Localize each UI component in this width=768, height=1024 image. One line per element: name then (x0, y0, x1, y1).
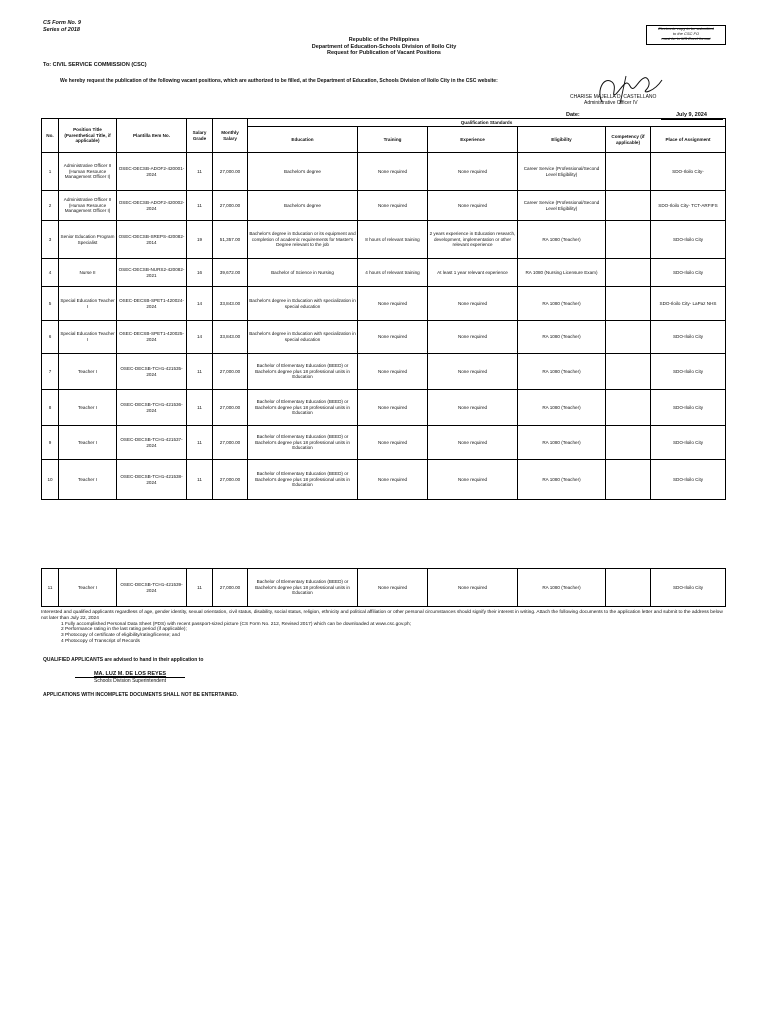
document-header (234, 37, 534, 57)
training-cell: None required (358, 321, 428, 354)
submission-note-line1: Electronic copy to be submitted (658, 26, 714, 31)
header-plantilla-item: Plantilla Item No. (117, 119, 187, 153)
eligibility-cell: RA 1080 (Nursing Licensure Exam) (518, 259, 606, 287)
plantilla-item-cell: OSEC-DECSB-TCH1-421538-2024 (117, 460, 187, 500)
monthly-salary-cell: 27,000.00 (213, 460, 248, 500)
row-number-cell: 11 (42, 569, 59, 607)
eligibility-cell: RA 1080 (Teacher) (518, 221, 606, 259)
position-title-cell: Teacher I (59, 460, 117, 500)
salary-grade-cell: 11 (187, 460, 213, 500)
eligibility-cell: RA 1080 (Teacher) (518, 426, 606, 460)
plantilla-item-cell: OSEC-DECSB-ADOF2-420002-2024 (117, 191, 187, 221)
table-row (42, 426, 726, 460)
salary-grade-cell: 11 (187, 426, 213, 460)
position-title-cell: Teacher I (59, 426, 117, 460)
row-number-cell: 6 (42, 321, 59, 354)
education-cell: Bachelor of Elementary Education (BEED) or Bachelor's degree plus 18 professional units in Education (248, 460, 358, 500)
experience-cell: None required (428, 354, 518, 390)
header-competency: Competency (if applicable) (606, 127, 651, 153)
monthly-salary-cell: 27,000.00 (213, 153, 248, 191)
experience-cell: 2 years experience in Education research, development, implementation or other relevant experience (428, 221, 518, 259)
header-qualification-standards: Qualification Standards (248, 119, 726, 127)
row-number-cell: 4 (42, 259, 59, 287)
competency-cell (606, 191, 651, 221)
training-cell: None required (358, 426, 428, 460)
competency-cell (606, 221, 651, 259)
position-title-cell: Administrative Officer II (Human Resource Management Officer I) (59, 153, 117, 191)
position-title-cell: Teacher I (59, 569, 117, 607)
monthly-salary-cell: 27,000.00 (213, 191, 248, 221)
training-cell: 4 hours of relevant training (358, 259, 428, 287)
education-cell: Bachelor's degree (248, 153, 358, 191)
competency-cell (606, 390, 651, 426)
place-of-assignment-cell: SDO-Iloilo City (651, 460, 726, 500)
place-of-assignment-cell: SDO-Iloilo City (651, 321, 726, 354)
experience-cell: None required (428, 153, 518, 191)
salary-grade-cell: 16 (187, 259, 213, 287)
row-number-cell: 9 (42, 426, 59, 460)
row-number-cell: 10 (42, 460, 59, 500)
eligibility-cell: Career Service (Professional/Second Level Eligibility) (518, 191, 606, 221)
vacant-positions-table (41, 118, 726, 500)
request-statement: We hereby request the publication of the following vacant positions, which are authorized to be filled, at the Department of Education, Schools Division of Iloilo City in the CSC website: (60, 78, 498, 84)
plantilla-item-cell: OSEC-DECSB-NURS2-420082-2021 (117, 259, 187, 287)
row-number-cell: 2 (42, 191, 59, 221)
salary-grade-cell: 11 (187, 153, 213, 191)
monthly-salary-cell: 51,357.00 (213, 221, 248, 259)
continuation-table-body (42, 569, 726, 607)
table-row (42, 390, 726, 426)
row-number-cell: 8 (42, 390, 59, 426)
experience-cell: None required (428, 460, 518, 500)
header-experience: Experience (428, 127, 518, 153)
header-education: Education (248, 127, 358, 153)
competency-cell (606, 460, 651, 500)
training-cell: None required (358, 191, 428, 221)
superintendent-block (80, 671, 180, 684)
header-request-title: Request for Publication of Vacant Positions (327, 50, 441, 56)
monthly-salary-cell: 27,000.00 (213, 426, 248, 460)
competency-cell (606, 153, 651, 191)
submission-note-line3: must be in MS Excel format (661, 36, 711, 41)
monthly-salary-cell: 27,000.00 (213, 354, 248, 390)
table-row (42, 354, 726, 390)
experience-cell: None required (428, 191, 518, 221)
salary-grade-cell: 11 (187, 354, 213, 390)
training-cell: None required (358, 287, 428, 321)
row-number-cell: 5 (42, 287, 59, 321)
header-place-of-assignment: Place of Assignment (651, 127, 726, 153)
signatory-name: CHARISE MAJELLA D. CASTELLANO (570, 94, 657, 100)
instructions-intro: Interested and qualified applicants regardless of age, gender identity, sexual orientation, civil status, disability, social status, religion, ethnicity and political affiliation or other personal circumstances should signify their interest in writing. Attach the following documents to the application letter and submit to the address below not later than July 22, 2024 (41, 610, 723, 621)
place-of-assignment-cell: SDO-Iloilo City (651, 569, 726, 607)
date-value: July 9, 2024 (676, 112, 707, 118)
salary-grade-cell: 19 (187, 221, 213, 259)
table-row (42, 569, 726, 607)
plantilla-item-cell: OSEC-DECSB-SPET1-420025-2024 (117, 321, 187, 354)
superintendent-name: MA. LUZ M. DE LOS REYES (93, 671, 167, 677)
monthly-salary-cell: 39,672.00 (213, 259, 248, 287)
experience-cell: None required (428, 321, 518, 354)
education-cell: Bachelor's degree in Education with specialization in special education (248, 287, 358, 321)
header-republic: Republic of the Philippines (348, 37, 420, 43)
salary-grade-cell: 11 (187, 390, 213, 426)
table-row (42, 460, 726, 500)
header-department: Department of Education-Schools Division of Iloilo City (311, 43, 457, 50)
superintendent-title: Schools Division Superintendent (94, 678, 166, 684)
monthly-salary-cell: 27,000.00 (213, 569, 248, 607)
place-of-assignment-cell: SDO-Iloilo City (651, 354, 726, 390)
education-cell: Bachelor of Elementary Education (BEED) or Bachelor's degree plus 18 professional units in Education (248, 569, 358, 607)
education-cell: Bachelor of Elementary Education (BEED) or Bachelor's degree plus 18 professional units in Education (248, 426, 358, 460)
requirement-item: 2 Performance rating in the last rating period (if applicable); (61, 627, 187, 633)
position-title-cell: Senior Education Program Specialist (59, 221, 117, 259)
position-title-cell: Special Education Teacher I (59, 321, 117, 354)
training-cell: None required (358, 569, 428, 607)
place-of-assignment-cell: SDO-Iloilo City (651, 221, 726, 259)
date-label: Date: (566, 112, 580, 118)
header-monthly-salary: Monthly Salary (213, 119, 248, 153)
training-cell: None required (358, 460, 428, 500)
education-cell: Bachelor's degree in Education with specialization in special education (248, 321, 358, 354)
table-row (42, 321, 726, 354)
education-cell: Bachelor's degree (248, 191, 358, 221)
header-position-title: Position Title (Parenthetical Title, if applicable) (59, 119, 117, 153)
plantilla-item-cell: OSEC-DECSB-TCH1-421537-2024 (117, 426, 187, 460)
eligibility-cell: RA 1080 (Teacher) (518, 460, 606, 500)
training-cell: None required (358, 390, 428, 426)
eligibility-cell: RA 1080 (Teacher) (518, 354, 606, 390)
monthly-salary-cell: 33,843.00 (213, 321, 248, 354)
position-title-cell: Teacher I (59, 390, 117, 426)
signatory-block (570, 94, 690, 106)
place-of-assignment-cell: SDO-Iloilo City (651, 390, 726, 426)
row-number-cell: 3 (42, 221, 59, 259)
header-eligibility: Eligibility (518, 127, 606, 153)
experience-cell: None required (428, 569, 518, 607)
position-title-cell: Special Education Teacher I (59, 287, 117, 321)
header-no: No. (42, 119, 59, 153)
training-cell: None required (358, 354, 428, 390)
plantilla-item-cell: OSEC-DECSB-SREPS-420082-2014 (117, 221, 187, 259)
competency-cell (606, 259, 651, 287)
experience-cell: None required (428, 426, 518, 460)
eligibility-cell: RA 1080 (Teacher) (518, 287, 606, 321)
competency-cell (606, 569, 651, 607)
plantilla-item-cell: OSEC-DECSB-TCH1-421535-2024 (117, 354, 187, 390)
education-cell: Bachelor of Elementary Education (BEED) or Bachelor's degree plus 18 professional units in Education (248, 354, 358, 390)
plantilla-item-cell: OSEC-DECSB-SPET1-420024-2024 (117, 287, 187, 321)
experience-cell: None required (428, 287, 518, 321)
salary-grade-cell: 11 (187, 191, 213, 221)
continuation-table (41, 568, 726, 607)
table-row (42, 221, 726, 259)
training-cell: None required (358, 153, 428, 191)
education-cell: Bachelor's degree in Education or its equipment and completion of academic requirements for Master's Degree relevant to the job (248, 221, 358, 259)
competency-cell (606, 354, 651, 390)
eligibility-cell: RA 1080 (Teacher) (518, 390, 606, 426)
place-of-assignment-cell: SDO-Iloilo City (651, 259, 726, 287)
position-title-cell: Nurse II (59, 259, 117, 287)
qualified-applicants-line: QUALIFIED APPLICANTS are advised to hand in their application to (43, 657, 204, 663)
table-row (42, 259, 726, 287)
requirement-item: 4 Photocopy of Transcript of Records (61, 638, 140, 644)
education-cell: Bachelor of Elementary Education (BEED) or Bachelor's degree plus 18 professional units in Education (248, 390, 358, 426)
position-title-cell: Administrative Officer II (Human Resource Management Officer I) (59, 191, 117, 221)
competency-cell (606, 321, 651, 354)
salary-grade-cell: 11 (187, 569, 213, 607)
eligibility-cell: Career Service (Professional/Second Level Eligibility) (518, 153, 606, 191)
eligibility-cell: RA 1080 (Teacher) (518, 321, 606, 354)
salary-grade-cell: 14 (187, 321, 213, 354)
table-row (42, 153, 726, 191)
positions-table-body (42, 153, 726, 500)
eligibility-cell: RA 1080 (Teacher) (518, 569, 606, 607)
experience-cell: At least 1 year relevant experience (428, 259, 518, 287)
form-series: Series of 2018 (43, 26, 80, 33)
plantilla-item-cell: OSEC-DECSB-TCH1-421539-2024 (117, 569, 187, 607)
header-salary-grade: Salary Grade (187, 119, 213, 153)
table-row (42, 191, 726, 221)
submission-note-box (646, 25, 726, 45)
application-instructions (41, 610, 725, 645)
experience-cell: None required (428, 390, 518, 426)
row-number-cell: 1 (42, 153, 59, 191)
position-title-cell: Teacher I (59, 354, 117, 390)
place-of-assignment-cell: SDO-Iloilo City- TCT-ARFIFS (651, 191, 726, 221)
monthly-salary-cell: 33,843.00 (213, 287, 248, 321)
requirement-item: 3 Photocopy of certificate of eligibility/rating/license; and (61, 633, 180, 639)
education-cell: Bachelor of Science in Nursing (248, 259, 358, 287)
requirement-item: 1 Fully accomplished Personal Data Sheet (PDS) with recent passport-sized picture (CS Form No. 212, Revised 2017) which can be downloaded at www.csc.gov.ph; (61, 621, 411, 627)
monthly-salary-cell: 27,000.00 (213, 390, 248, 426)
header-training: Training (358, 127, 428, 153)
form-number: CS Form No. 9 (43, 20, 81, 26)
salary-grade-cell: 14 (187, 287, 213, 321)
addressee-line: To: CIVIL SERVICE COMMISSION (CSC) (43, 62, 147, 68)
competency-cell (606, 287, 651, 321)
place-of-assignment-cell: SDO-Iloilo City (651, 426, 726, 460)
training-cell: 8 hours of relevant training (358, 221, 428, 259)
row-number-cell: 7 (42, 354, 59, 390)
competency-cell (606, 426, 651, 460)
form-identifier (43, 20, 81, 33)
plantilla-item-cell: OSEC-DECSB-ADOF2-420001-2024 (117, 153, 187, 191)
incomplete-documents-warning: APPLICATIONS WITH INCOMPLETE DOCUMENTS SHALL NOT BE ENTERTAINED. (43, 692, 238, 698)
place-of-assignment-cell: SDO-Iloilo City- LaPaz NHS (651, 287, 726, 321)
place-of-assignment-cell: SDO-Iloilo City- (651, 153, 726, 191)
table-row (42, 287, 726, 321)
plantilla-item-cell: OSEC-DECSB-TCH1-421536-2024 (117, 390, 187, 426)
submission-note-line2: to the CSC FO (672, 31, 700, 36)
signatory-title: Administrative Officer IV (584, 100, 638, 106)
